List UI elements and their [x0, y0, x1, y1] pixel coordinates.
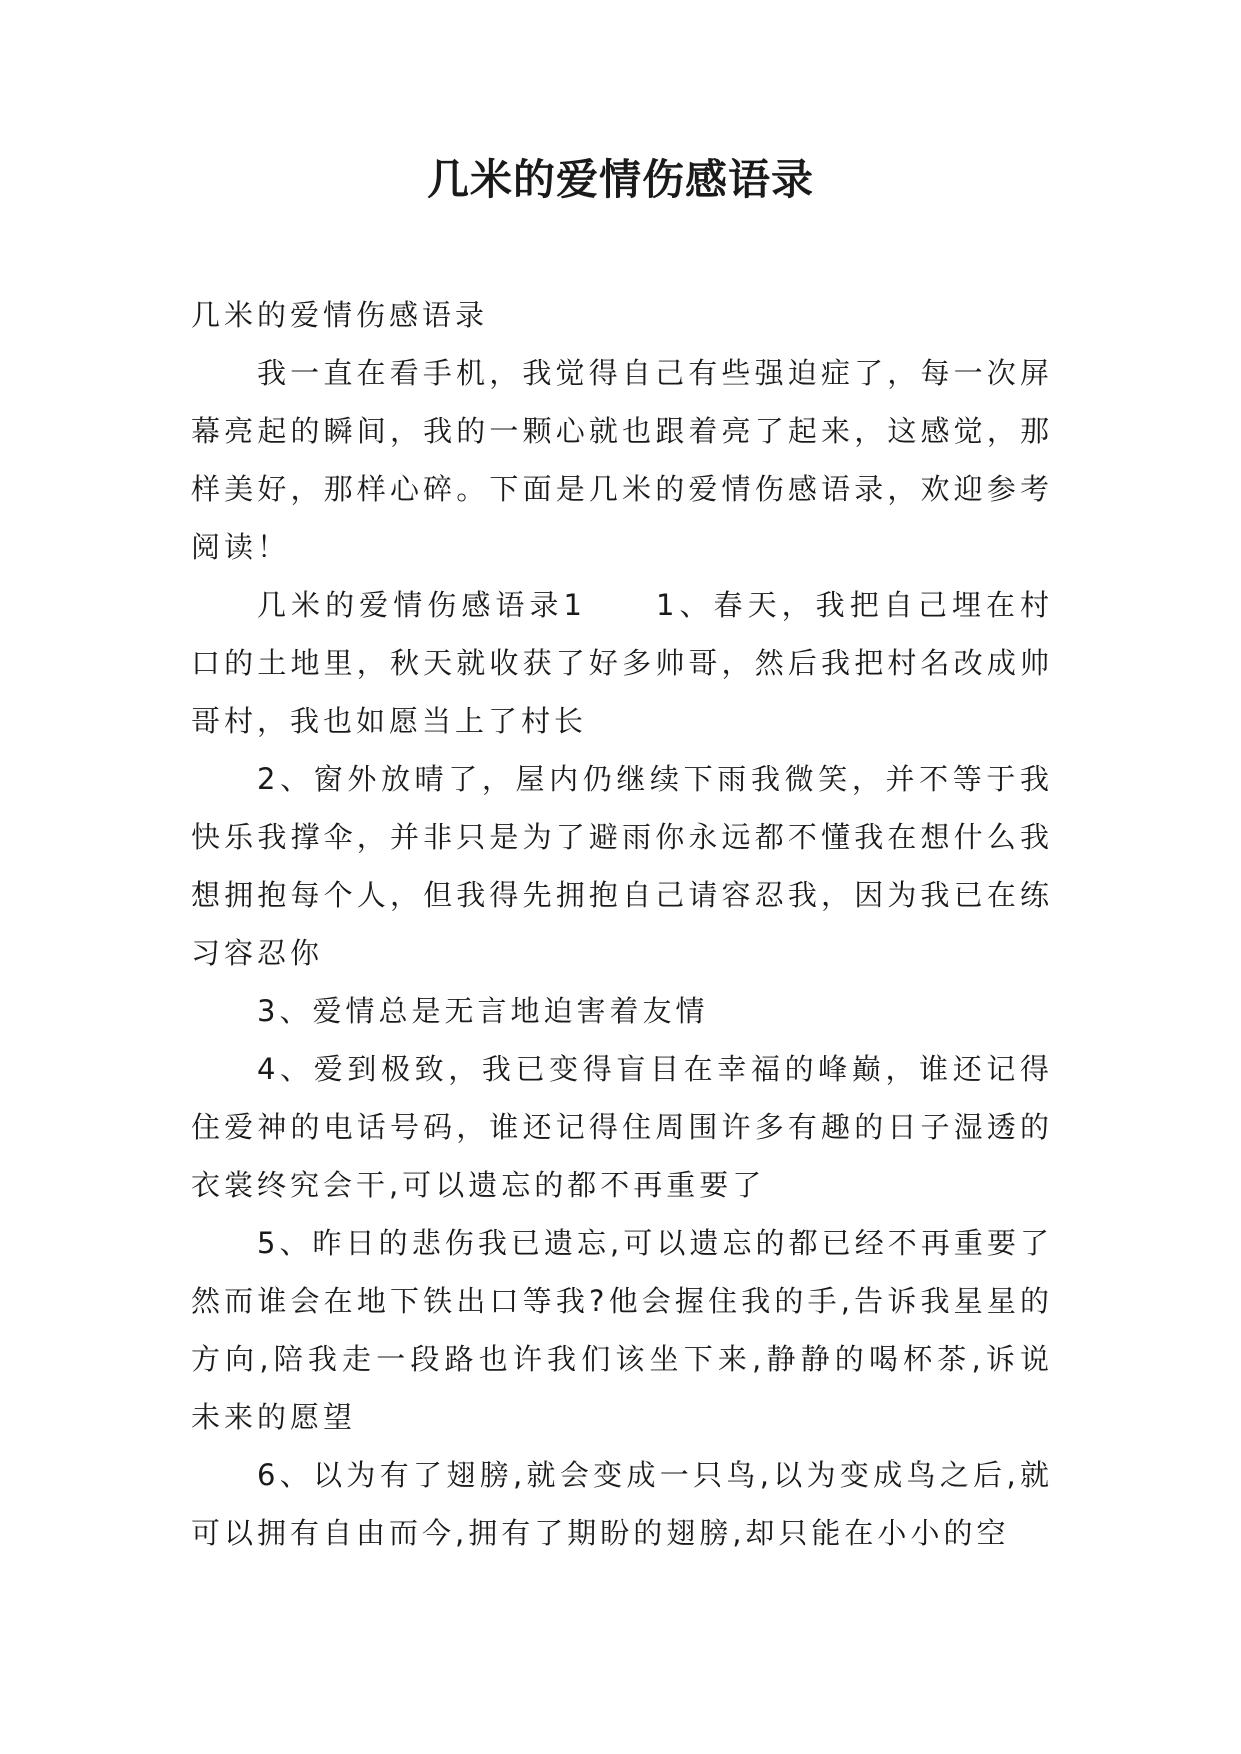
quote-6: 6、以为有了翅膀,就会变成一只鸟,以为变成鸟之后,就可以拥有自由而今,拥有了期盼的翅膀,却只能在小小的空: [191, 1458, 1053, 1550]
paragraph-intro: 我一直在看手机，我觉得自己有些强迫症了，每一次屏幕亮起的瞬间，我的一颗心就也跟着亮了起来，这感觉，那样美好，那样心碎。下面是几米的爱情伤感语录，欢迎参考阅读！: [191, 356, 1053, 564]
quote-5: 5、昨日的悲伤我已遗忘,可以遗忘的都已经不再重要了然而谁会在地下铁出口等我?他会握住我的手,告诉我星星的方向,陪我走一段路也许我们该坐下来,静静的喝杯茶,诉说未来的愿望: [191, 1226, 1053, 1434]
quote-4: 4、爱到极致，我已变得盲目在幸福的峰巅，谁还记得住爱神的电话号码，谁还记得住周围许多有趣的日子湿透的衣裳终究会干,可以遗忘的都不再重要了: [191, 1052, 1053, 1202]
paragraph-subtitle: 几米的爱情伤感语录: [191, 298, 489, 332]
quote-2: 2、窗外放晴了，屋内仍继续下雨我微笑，并不等于我快乐我撑伞，并非只是为了避雨你永远都不懂我在想什么我想拥抱每个人，但我得先拥抱自己请容忍我，因为我已在练习容忍你: [191, 762, 1053, 970]
document-title: 几米的爱情伤感语录: [426, 155, 814, 204]
quote-3: 3、爱情总是无言地迫害着友情: [257, 994, 709, 1028]
paragraph-section-1: [191, 576, 1053, 750]
document-body: [191, 286, 1053, 1562]
quote-1: 1、春天，我把自己埋在村口的土地里，秋天就收获了好多帅哥，然后我把村名改成帅哥村，我也如愿当上了村长: [191, 588, 1054, 738]
section-heading: 几米的爱情伤感语录1: [257, 588, 586, 622]
